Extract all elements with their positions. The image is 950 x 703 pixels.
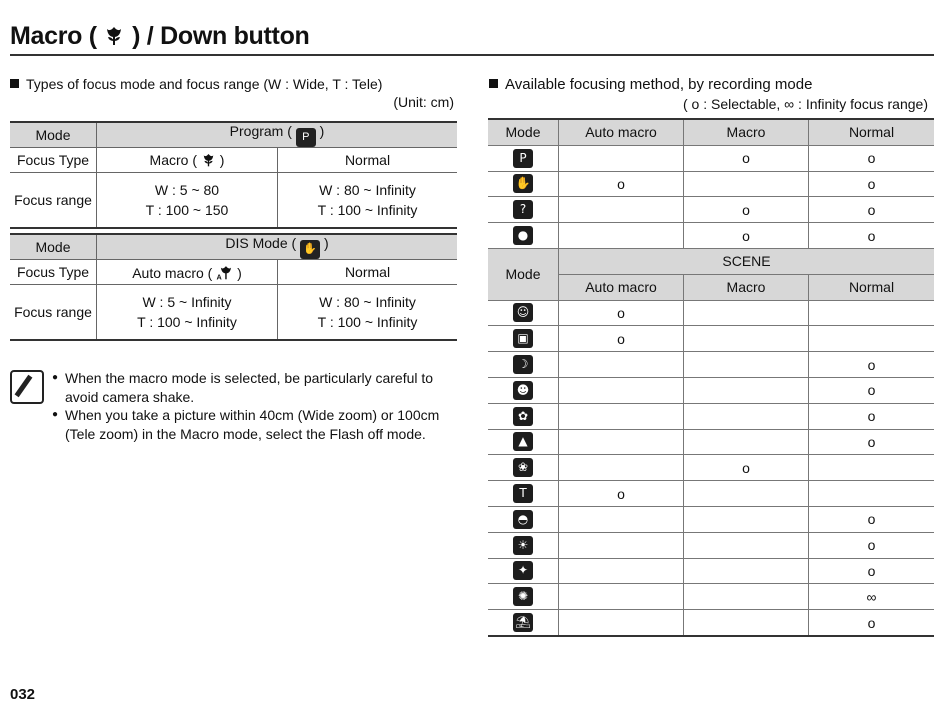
focus-type-macro-close: ) — [219, 152, 225, 168]
col-header-macro: Macro — [684, 119, 809, 145]
auto-macro-cell — [559, 145, 684, 171]
focusing-method-table — [488, 118, 934, 637]
focus-range-normal — [278, 285, 458, 341]
auto-macro-cell — [559, 429, 684, 455]
mode-icon-cell — [488, 610, 559, 636]
auto-macro-cell — [559, 223, 684, 249]
mode-icon-cell — [488, 506, 559, 532]
normal-cell: o — [809, 558, 935, 584]
normal-cell: o — [809, 197, 935, 223]
macro-cell — [684, 429, 809, 455]
dis-hand-icon: ✋ — [513, 174, 533, 193]
macro-cell: o — [684, 197, 809, 223]
fireworks-icon: ✺ — [513, 587, 533, 606]
left-heading-text: Types of focus mode and focus range (W : Wide, T : Tele) — [26, 76, 383, 92]
scene-col-header: Auto macro — [559, 274, 684, 300]
col-header-normal: Normal — [809, 119, 935, 145]
night-icon: ☽ — [513, 355, 533, 374]
beauty-shot-icon: ☺ — [513, 303, 533, 322]
auto-macro-cell: o — [559, 300, 684, 326]
focus-type-auto-macro-close: ) — [237, 264, 242, 281]
normal-cell: o — [809, 377, 935, 403]
focus-range-macro — [97, 173, 278, 229]
auto-macro-cell — [559, 197, 684, 223]
beach-snow-icon: ⛱ — [513, 613, 533, 632]
row-label-focus-type: Focus Type — [10, 260, 97, 285]
table-row — [488, 300, 934, 326]
macro-cell — [684, 506, 809, 532]
dis-hand-icon: ✋ — [300, 240, 320, 259]
table-header-program — [97, 122, 458, 148]
movie-icon: ● — [513, 226, 533, 245]
legend-text: ( o : Selectable, ∞ : Infinity focus range) — [683, 96, 928, 112]
auto-macro-cell — [559, 455, 684, 481]
notes-list — [52, 369, 452, 443]
normal-cell: o — [809, 223, 935, 249]
unit-label: (Unit: cm) — [393, 94, 454, 110]
table-row — [488, 377, 934, 403]
auto-macro-cell — [559, 403, 684, 429]
normal-cell: o — [809, 403, 935, 429]
auto-macro-cell — [559, 532, 684, 558]
page-title — [10, 22, 310, 51]
title-text-suffix: ) / Down button — [132, 22, 310, 50]
page-number: 032 — [10, 686, 36, 703]
mode-icon-cell — [488, 429, 559, 455]
range-wide: W : 5 ~ Infinity — [142, 294, 232, 310]
photo-help-icon: ? — [513, 200, 533, 219]
range-wide: W : 5 ~ 80 — [154, 182, 220, 198]
auto-macro-cell — [559, 352, 684, 378]
table-row — [488, 506, 934, 532]
scene-header-row — [488, 248, 934, 274]
auto-macro-cell — [559, 558, 684, 584]
title-text-prefix: Macro ( — [10, 22, 97, 50]
row-label-focus-type: Focus Type — [10, 148, 97, 173]
table-row — [488, 610, 934, 636]
mode-icon-cell — [488, 145, 559, 171]
macro-cell: o — [684, 455, 809, 481]
table-row — [488, 403, 934, 429]
mode-icon-cell — [488, 352, 559, 378]
macro-cell — [684, 584, 809, 610]
program-focus-table — [10, 121, 457, 229]
text-icon: T — [513, 484, 533, 503]
mode-icon-cell — [488, 455, 559, 481]
left-section-heading — [10, 76, 382, 92]
svg-text:A: A — [216, 271, 222, 280]
mode-icon-cell — [488, 300, 559, 326]
landscape-icon: ▲ — [513, 432, 533, 451]
macro-cell — [684, 610, 809, 636]
range-tele: T : 100 ~ Infinity — [137, 314, 237, 330]
macro-cell: o — [684, 223, 809, 249]
macro-cell — [684, 532, 809, 558]
table-row — [488, 352, 934, 378]
square-bullet-icon — [10, 79, 19, 88]
table-row — [488, 558, 934, 584]
macro-cell: o — [684, 145, 809, 171]
title-divider — [10, 54, 934, 56]
close-up-icon: ❀ — [513, 458, 533, 477]
normal-cell: ∞ — [809, 584, 935, 610]
dis-focus-table — [10, 233, 457, 341]
scene-col-header: Macro — [684, 274, 809, 300]
table-header-dis — [97, 234, 458, 260]
auto-macro-icon — [216, 264, 233, 280]
backlight-icon: ✦ — [513, 561, 533, 580]
range-tele: T : 100 ~ 150 — [145, 202, 229, 218]
macro-cell — [684, 377, 809, 403]
mode-icon-cell — [488, 171, 559, 197]
table-row — [488, 223, 934, 249]
camera-program-icon: P — [296, 128, 316, 147]
tulip-icon — [201, 152, 216, 167]
normal-cell — [809, 326, 935, 352]
dis-label: DIS Mode ( — [225, 235, 297, 251]
table-row — [488, 326, 934, 352]
normal-cell: o — [809, 429, 935, 455]
dawn-icon: ☀ — [513, 536, 533, 555]
scene-label: SCENE — [559, 248, 935, 274]
macro-cell — [684, 403, 809, 429]
square-bullet-icon — [489, 79, 498, 88]
normal-cell — [809, 455, 935, 481]
range-tele: T : 100 ~ Infinity — [317, 314, 418, 330]
mode-icon-cell — [488, 532, 559, 558]
mode-icon-cell — [488, 377, 559, 403]
frame-guide-icon: ▣ — [513, 329, 533, 348]
auto-macro-cell — [559, 584, 684, 610]
focus-type-macro-label: Macro ( — [149, 152, 197, 168]
focus-type-normal: Normal — [278, 148, 458, 173]
normal-cell — [809, 481, 935, 507]
auto-macro-cell: o — [559, 481, 684, 507]
tulip-icon — [103, 24, 125, 46]
auto-macro-cell: o — [559, 326, 684, 352]
table-row — [488, 532, 934, 558]
mode-icon-cell — [488, 403, 559, 429]
mode-icon-cell — [488, 558, 559, 584]
program-label: Program ( — [229, 123, 292, 139]
table-header-mode: Mode — [10, 122, 97, 148]
focus-range-auto-macro — [97, 285, 278, 341]
col-header-mode: Mode — [488, 119, 559, 145]
focus-range-normal — [278, 173, 458, 229]
auto-macro-cell — [559, 610, 684, 636]
table-row — [488, 584, 934, 610]
mode-icon-cell — [488, 326, 559, 352]
auto-macro-cell: o — [559, 171, 684, 197]
macro-cell — [684, 171, 809, 197]
note-pencil-icon — [10, 370, 44, 404]
camera-program-icon: P — [513, 149, 533, 168]
auto-macro-cell — [559, 506, 684, 532]
right-section-heading — [489, 76, 812, 93]
note-item: ● When the macro mode is selected, be particularly careful to avoid camera shake. — [52, 369, 452, 406]
mode-icon-cell — [488, 481, 559, 507]
macro-cell — [684, 481, 809, 507]
dis-label-close: ) — [323, 235, 329, 251]
focus-type-normal: Normal — [278, 260, 458, 285]
scene-mode-label: Mode — [488, 248, 559, 300]
table-row — [488, 455, 934, 481]
mode-icon-cell — [488, 223, 559, 249]
scene-col-header: Normal — [809, 274, 935, 300]
macro-cell — [684, 300, 809, 326]
right-heading-text: Available focusing method, by recording mode — [505, 76, 813, 93]
normal-cell: o — [809, 610, 935, 636]
normal-cell: o — [809, 171, 935, 197]
focus-type-auto-macro — [97, 260, 278, 285]
macro-cell — [684, 558, 809, 584]
macro-cell — [684, 352, 809, 378]
note-item: ● When you take a picture within 40cm (Wide zoom) or 100cm (Tele zoom) in the Macro mode, select the Flash off mode. — [52, 406, 452, 443]
row-label-focus-range: Focus range — [10, 285, 97, 341]
macro-cell — [684, 326, 809, 352]
table-row — [488, 481, 934, 507]
focus-type-auto-macro-label: Auto macro ( — [132, 264, 213, 281]
sunset-icon: ◓ — [513, 510, 533, 529]
portrait-icon: ☻ — [513, 381, 533, 400]
col-header-auto-macro: Auto macro — [559, 119, 684, 145]
program-label-close: ) — [319, 123, 325, 139]
normal-cell: o — [809, 145, 935, 171]
range-wide: W : 80 ~ Infinity — [319, 182, 416, 198]
mode-icon-cell — [488, 197, 559, 223]
focus-type-macro — [97, 148, 278, 173]
children-icon: ✿ — [513, 407, 533, 426]
table-row — [488, 171, 934, 197]
range-tele: T : 100 ~ Infinity — [317, 202, 418, 218]
range-wide: W : 80 ~ Infinity — [319, 294, 416, 310]
normal-cell: o — [809, 506, 935, 532]
row-label-focus-range: Focus range — [10, 173, 97, 229]
normal-cell — [809, 300, 935, 326]
table-row — [488, 429, 934, 455]
mode-icon-cell — [488, 584, 559, 610]
table-row — [488, 145, 934, 171]
normal-cell: o — [809, 352, 935, 378]
table-row — [488, 197, 934, 223]
normal-cell: o — [809, 532, 935, 558]
table-header-mode: Mode — [10, 234, 97, 260]
auto-macro-cell — [559, 377, 684, 403]
